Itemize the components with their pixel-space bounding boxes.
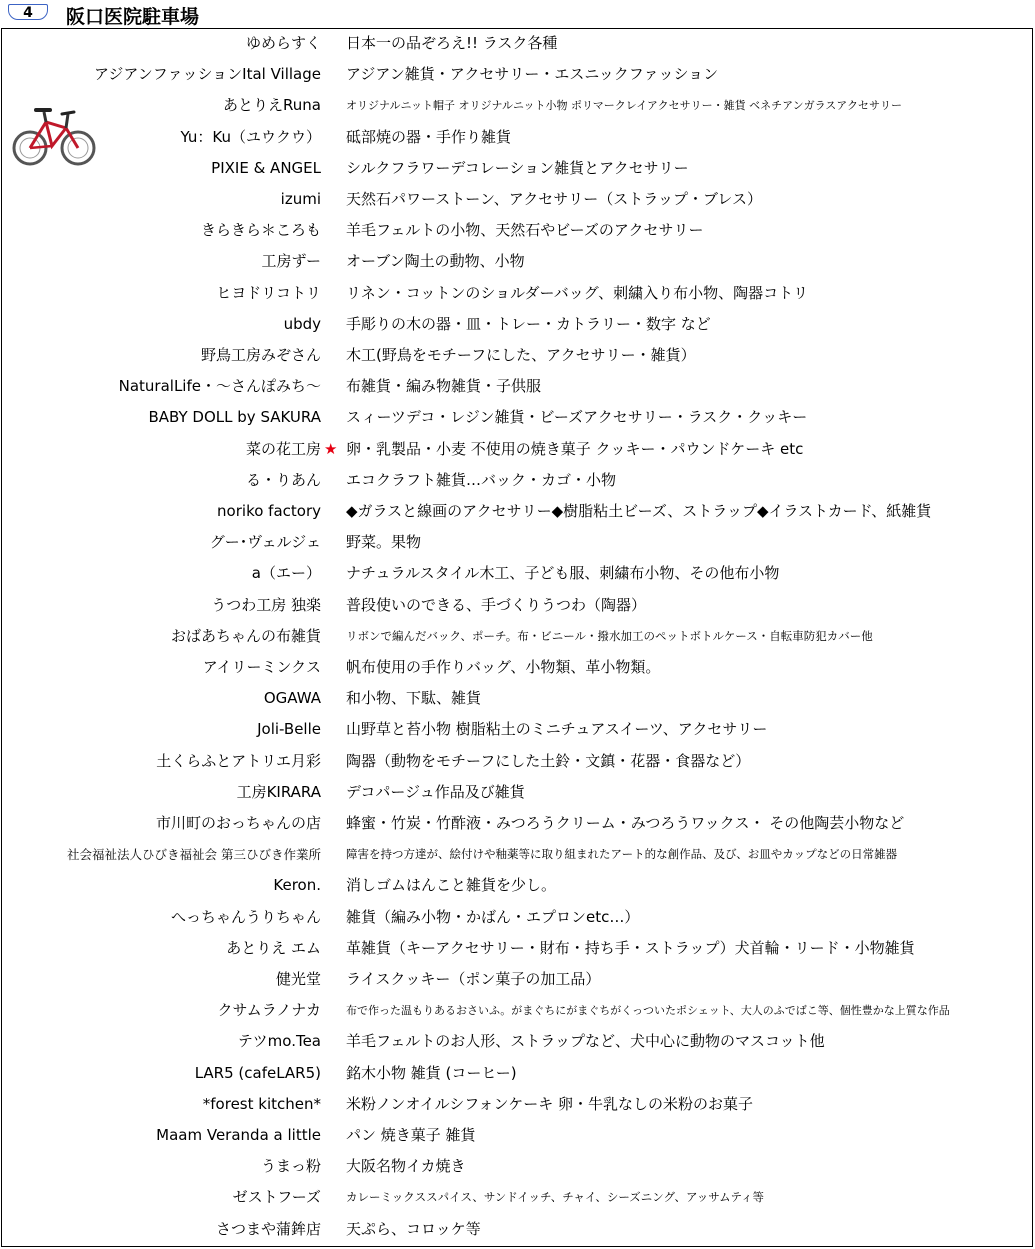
vendor-name: a（エー）: [251, 564, 321, 583]
vendor-description: リボンで編んだバック、ポーチ。布・ビニール・撥水加工のペットボトルケース・自転車防犯カバー他: [346, 628, 873, 643]
vendor-description: パン 焼き菓子 雑貨: [346, 1126, 476, 1144]
vendor-name: 市川町のおっちゃんの店: [155, 814, 321, 832]
list-item: [0, 246, 1035, 277]
vendor-description: 和小物、下駄、雑貨: [346, 689, 482, 708]
list-item: [0, 402, 1035, 433]
vendor-description: 障害を持つ方達が、絵付けや釉薬等に取り組まれたアート的な創作品、及び、お皿やカップなどの日常雑器: [346, 847, 898, 862]
vendor-name: うまっ粉: [260, 1157, 321, 1176]
vendor-name: 土くらふとアトリエ月彩: [156, 751, 321, 770]
vendor-description: 天ぷら、コロッケ等: [346, 1219, 481, 1238]
list-item: [0, 933, 1035, 964]
list-item: [0, 309, 1035, 340]
list-item: [0, 652, 1035, 683]
vendor-name: Joli-Belle: [257, 720, 321, 739]
list-item: [0, 1214, 1035, 1245]
page-header: [0, 0, 1035, 28]
list-item: [0, 1182, 1035, 1213]
vendor-name: Maam Veranda a little: [156, 1126, 321, 1144]
list-item: [0, 1151, 1035, 1182]
vendor-description: 布で作った温もりあるおさいふ。がまぐちにがまぐちがくっついたポシェット、大人のふでばこ等、個性豊かな上質な作品: [346, 1004, 950, 1018]
vendor-name: テツmo.Tea: [237, 1032, 321, 1051]
list-item: [0, 839, 1035, 870]
vendor-description: 雑貨（編み小物・かばん・エプロンetc…）: [346, 907, 640, 926]
vendor-description: 陶器（動物をモチーフにした土鈴・文鎮・花器・食器など）: [346, 751, 751, 770]
vendor-description: デコパージュ作品及び雑貨: [346, 782, 525, 801]
list-item: [0, 371, 1035, 402]
vendor-name: る・りあん: [245, 470, 321, 489]
list-item: [0, 1058, 1035, 1089]
star-icon: ★: [324, 439, 338, 458]
vendor-name: うつわ工房 独楽: [211, 595, 321, 614]
list-item: [0, 340, 1035, 371]
list-item: [0, 683, 1035, 714]
vendor-description: オリジナルニット帽子 オリジナルニット小物 ポリマークレイアクセサリー・雑貨 ベネチアンガラスアクセサリー: [346, 99, 902, 113]
vendor-description: ナチュラルスタイル木工、子ども服、刺繍布小物、その他布小物: [346, 564, 780, 583]
vendor-description: シルクフラワーデコレーション雑貨とアクセサリー: [346, 158, 689, 177]
vendor-description: 布雑貨・編み物雑貨・子供服: [346, 377, 542, 396]
vendor-description: 米粉ノンオイルシフォンケーキ 卵・牛乳なしの米粉のお菓子: [346, 1094, 753, 1113]
list-item: [0, 90, 1035, 121]
list-item: [0, 122, 1035, 153]
vendor-name: ゆめらすく: [245, 34, 321, 52]
list-item: [0, 59, 1035, 90]
vendor-name: アジアンファッションItal Village: [93, 65, 321, 84]
list-item: [0, 278, 1035, 309]
list-item: [0, 995, 1035, 1026]
vendor-name: 菜の花工房: [245, 439, 321, 458]
vendor-description: 野菜。果物: [346, 533, 422, 552]
vendor-description: 砥部焼の器・手作り雑貨: [346, 127, 512, 146]
vendor-description: ライスクッキー（ポン菓子の加工品）: [346, 970, 601, 988]
list-item: [0, 964, 1035, 995]
vendor-description: 消しゴムはんこと雑貨を少し。: [346, 876, 557, 895]
vendor-description: 帆布使用の手作りバッグ、小物類、革小物類。: [346, 658, 661, 676]
vendor-name: グー･ヴェルジェ: [209, 533, 321, 552]
list-item: [0, 1089, 1035, 1120]
vendor-name: おばあちゃんの布雑貨: [170, 626, 321, 645]
list-item: [0, 153, 1035, 184]
list-item: [0, 1026, 1035, 1057]
list-item: [0, 777, 1035, 808]
list-item: [0, 558, 1035, 589]
vendor-name: あとりえ エム: [226, 938, 321, 957]
vendor-name: Keron.: [273, 876, 321, 895]
vendor-name: 工房KIRARA: [236, 782, 321, 801]
list-item: [0, 590, 1035, 621]
list-item: [0, 808, 1035, 839]
vendor-name: ubdy: [283, 314, 321, 333]
vendor-name: NaturalLife・～さんぽみち～: [118, 377, 321, 396]
list-item: [0, 215, 1035, 246]
page-title: 阪口医院駐車場: [66, 6, 200, 28]
vendor-name: LAR5 (cafeLAR5): [194, 1063, 321, 1082]
list-item: [0, 1120, 1035, 1151]
vendor-description: 大阪名物イカ焼き: [346, 1157, 466, 1176]
vendor-description: オーブン陶土の動物、小物: [346, 252, 525, 271]
vendor-name: 健光堂: [275, 970, 321, 988]
vendor-name: *forest kitchen*: [202, 1094, 321, 1113]
vendor-name: BABY DOLL by SAKURA: [148, 408, 321, 427]
vendor-description: 革雑貨（キーアクセサリー・財布・持ち手・ストラップ）犬首輪・リード・小物雑貨: [346, 938, 915, 957]
vendor-name: アイリーミンクス: [202, 658, 321, 676]
vendor-name: クサムラノナカ: [217, 1001, 321, 1020]
vendor-description: 卵・乳製品・小麦 不使用の焼き菓子 クッキー・パウンドケーキ etc: [346, 439, 804, 458]
vendor-description: 普段使いのできる、手づくりうつわ（陶器）: [346, 595, 647, 614]
vendor-description: ◆ガラスと線画のアクセサリー◆樹脂粘土ビーズ、ストラップ◆イラストカード、紙雑貨: [346, 502, 932, 520]
vendor-name: noriko factory: [217, 502, 321, 520]
vendor-description: 日本一の品ぞろえ!! ラスク各種: [346, 34, 558, 52]
section-number-badge: 4: [8, 4, 48, 20]
list-item: [0, 714, 1035, 745]
list-item: [0, 28, 1035, 59]
vendor-name: izumi: [280, 190, 321, 208]
vendor-description: カレーミックススパイス、サンドイッチ、チャイ、シーズニング、アッサムティ等: [346, 1190, 765, 1205]
vendor-name: あとりえRuna: [223, 96, 321, 115]
vendor-name: PIXIE & ANGEL: [211, 158, 321, 177]
vendor-name: 社会福祉法人ひびき福祉会 第三ひびき作業所: [67, 847, 321, 863]
vendor-name: 野鳥工房みぞさん: [200, 346, 321, 364]
vendor-description: 手彫りの木の器・皿・トレー・カトラリー・数字 など: [346, 314, 711, 333]
list-item: [0, 465, 1035, 496]
list-item: [0, 527, 1035, 558]
vendor-name: Yu：Ku（ユウクウ）: [180, 127, 321, 146]
vendor-description: スィーツデコ・レジン雑貨・ビーズアクセサリー・ラスク・クッキー: [346, 408, 808, 427]
vendor-description: 羊毛フェルトの小物、天然石やビーズのアクセサリー: [346, 221, 704, 240]
list-item: [0, 496, 1035, 527]
vendor-name: さつまや蒲鉾店: [215, 1219, 321, 1238]
list-item: [0, 434, 1035, 465]
vendor-description: 天然石パワーストーン、アクセサリー（ストラップ・ブレス）: [346, 190, 762, 208]
vendor-name: ゼストフーズ: [232, 1188, 321, 1207]
vendor-description: エコクラフト雑貨…バック・カゴ・小物: [346, 470, 617, 489]
vendor-description: 銘木小物 雑貨 (コーヒー): [346, 1063, 517, 1082]
vendor-description: リネン・コットンのショルダーバッグ、刺繍入り布小物、陶器コトリ: [346, 283, 809, 302]
vendor-name: へっちゃんうりちゃん: [170, 907, 321, 926]
vendor-name: 工房ずー: [261, 252, 321, 271]
vendor-description: 山野草と苔小物 樹脂粘土のミニチュアスイーツ、アクセサリー: [346, 720, 768, 739]
vendor-description: アジアン雑貨・アクセサリー・エスニックファッション: [346, 65, 719, 84]
list-item: [0, 902, 1035, 933]
vendor-name: OGAWA: [263, 689, 321, 708]
vendor-description: 羊毛フェルトのお人形、ストラップなど、犬中心に動物のマスコット他: [346, 1032, 825, 1051]
vendor-name: ヒヨドリコトリ: [216, 283, 321, 302]
vendor-description: 蜂蜜・竹炭・竹酢液・みつろうクリーム・みつろうワックス・ その他陶芸小物など: [346, 814, 905, 832]
list-item: [0, 746, 1035, 777]
list-item: [0, 184, 1035, 215]
vendor-description: 木工(野鳥をモチーフにした、アクセサリー・雑貨）: [346, 346, 696, 364]
list-item: [0, 870, 1035, 901]
vendor-name: きらきら＊ころも: [200, 221, 321, 240]
list-item: [0, 621, 1035, 652]
